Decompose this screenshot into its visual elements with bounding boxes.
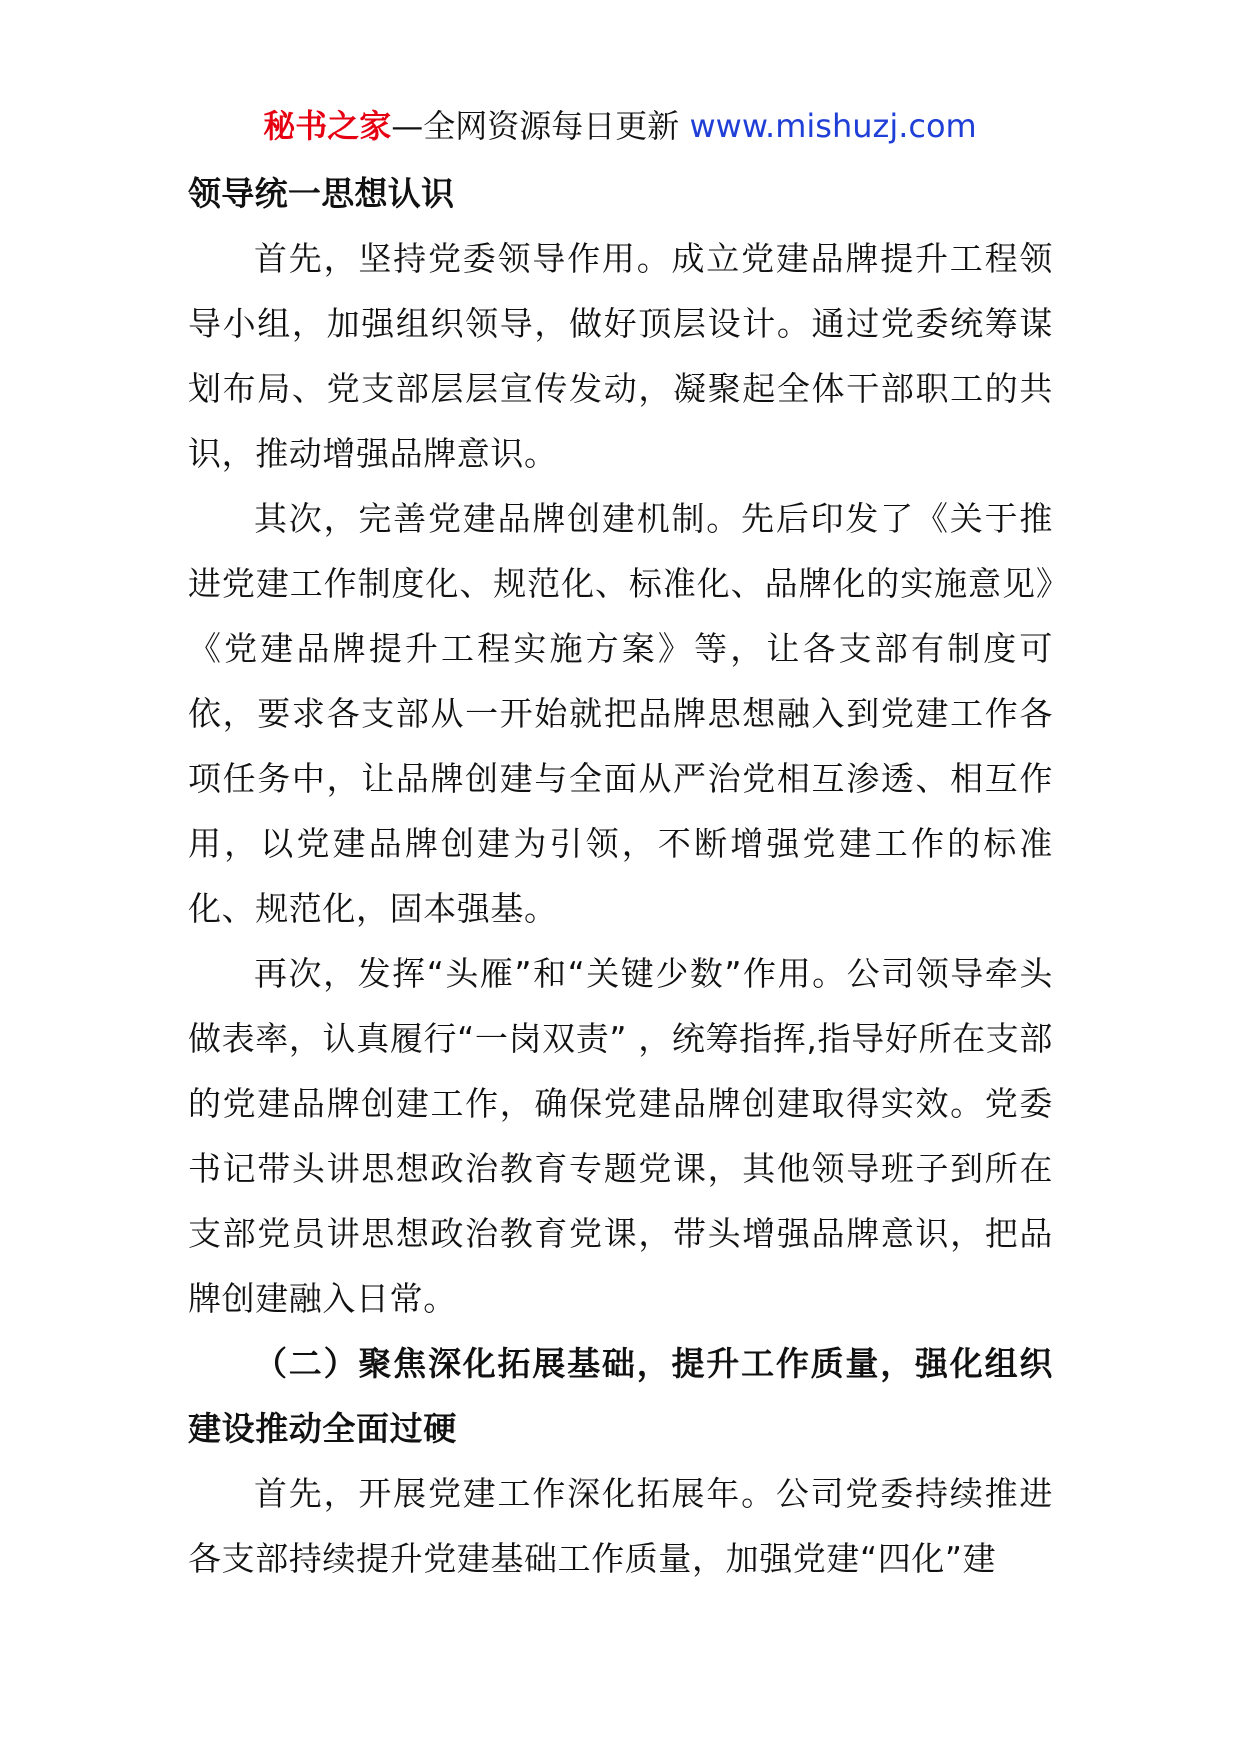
paragraph-3: 再次，发挥“头雁”和“关键少数”作用。公司领导牵头做表率，认真履行“一岗双责” ，统筹指挥,指导好所在支部的党建品牌创建工作，确保党建品牌创建取得实效。党委书记带头讲思想政治教育专题党课，其他领导班子到所在支部党员讲思想政治教育党课，带头增强品牌意识，把品牌创建融入日常。 bbox=[188, 954, 1053, 1318]
site-header bbox=[0, 104, 1240, 148]
section-heading: （二）聚焦深化拓展基础，提升工作质量，强化组织建设推动全面过硬 bbox=[188, 1344, 1053, 1448]
paragraph-4: 首先，开展党建工作深化拓展年。公司党委持续推进各支部持续提升党建基础工作质量，加强党建“四化”建 bbox=[188, 1474, 1053, 1578]
brand-name: 秘书之家 bbox=[263, 107, 392, 145]
paragraph-2: 其次，完善党建品牌创建机制。先后印发了《关于推进党建工作制度化、规范化、标准化、品牌化的实施意见》《党建品牌提升工程实施方案》等，让各支部有制度可依，要求各支部从一开始就把品牌思想融入到党建工作各项任务中，让品牌创建与全面从严治党相互渗透、相互作用，以党建品牌创建为引领，不断增强党建工作的标准化、规范化，固本强基。 bbox=[188, 499, 1053, 928]
paragraph-1: 首先，坚持党委领导作用。成立党建品牌提升工程领导小组，加强组织领导，做好顶层设计。通过党委统筹谋划布局、党支部层层宣传发动，凝聚起全体干部职工的共识，推动增强品牌意识。 bbox=[188, 239, 1053, 473]
heading-continuation: 领导统一思想认识 bbox=[188, 174, 455, 213]
header-slogan: —全网资源每日更新 bbox=[391, 107, 680, 145]
document-body bbox=[188, 162, 1053, 1591]
site-url-link[interactable]: www.mishuzj.com bbox=[689, 107, 977, 145]
